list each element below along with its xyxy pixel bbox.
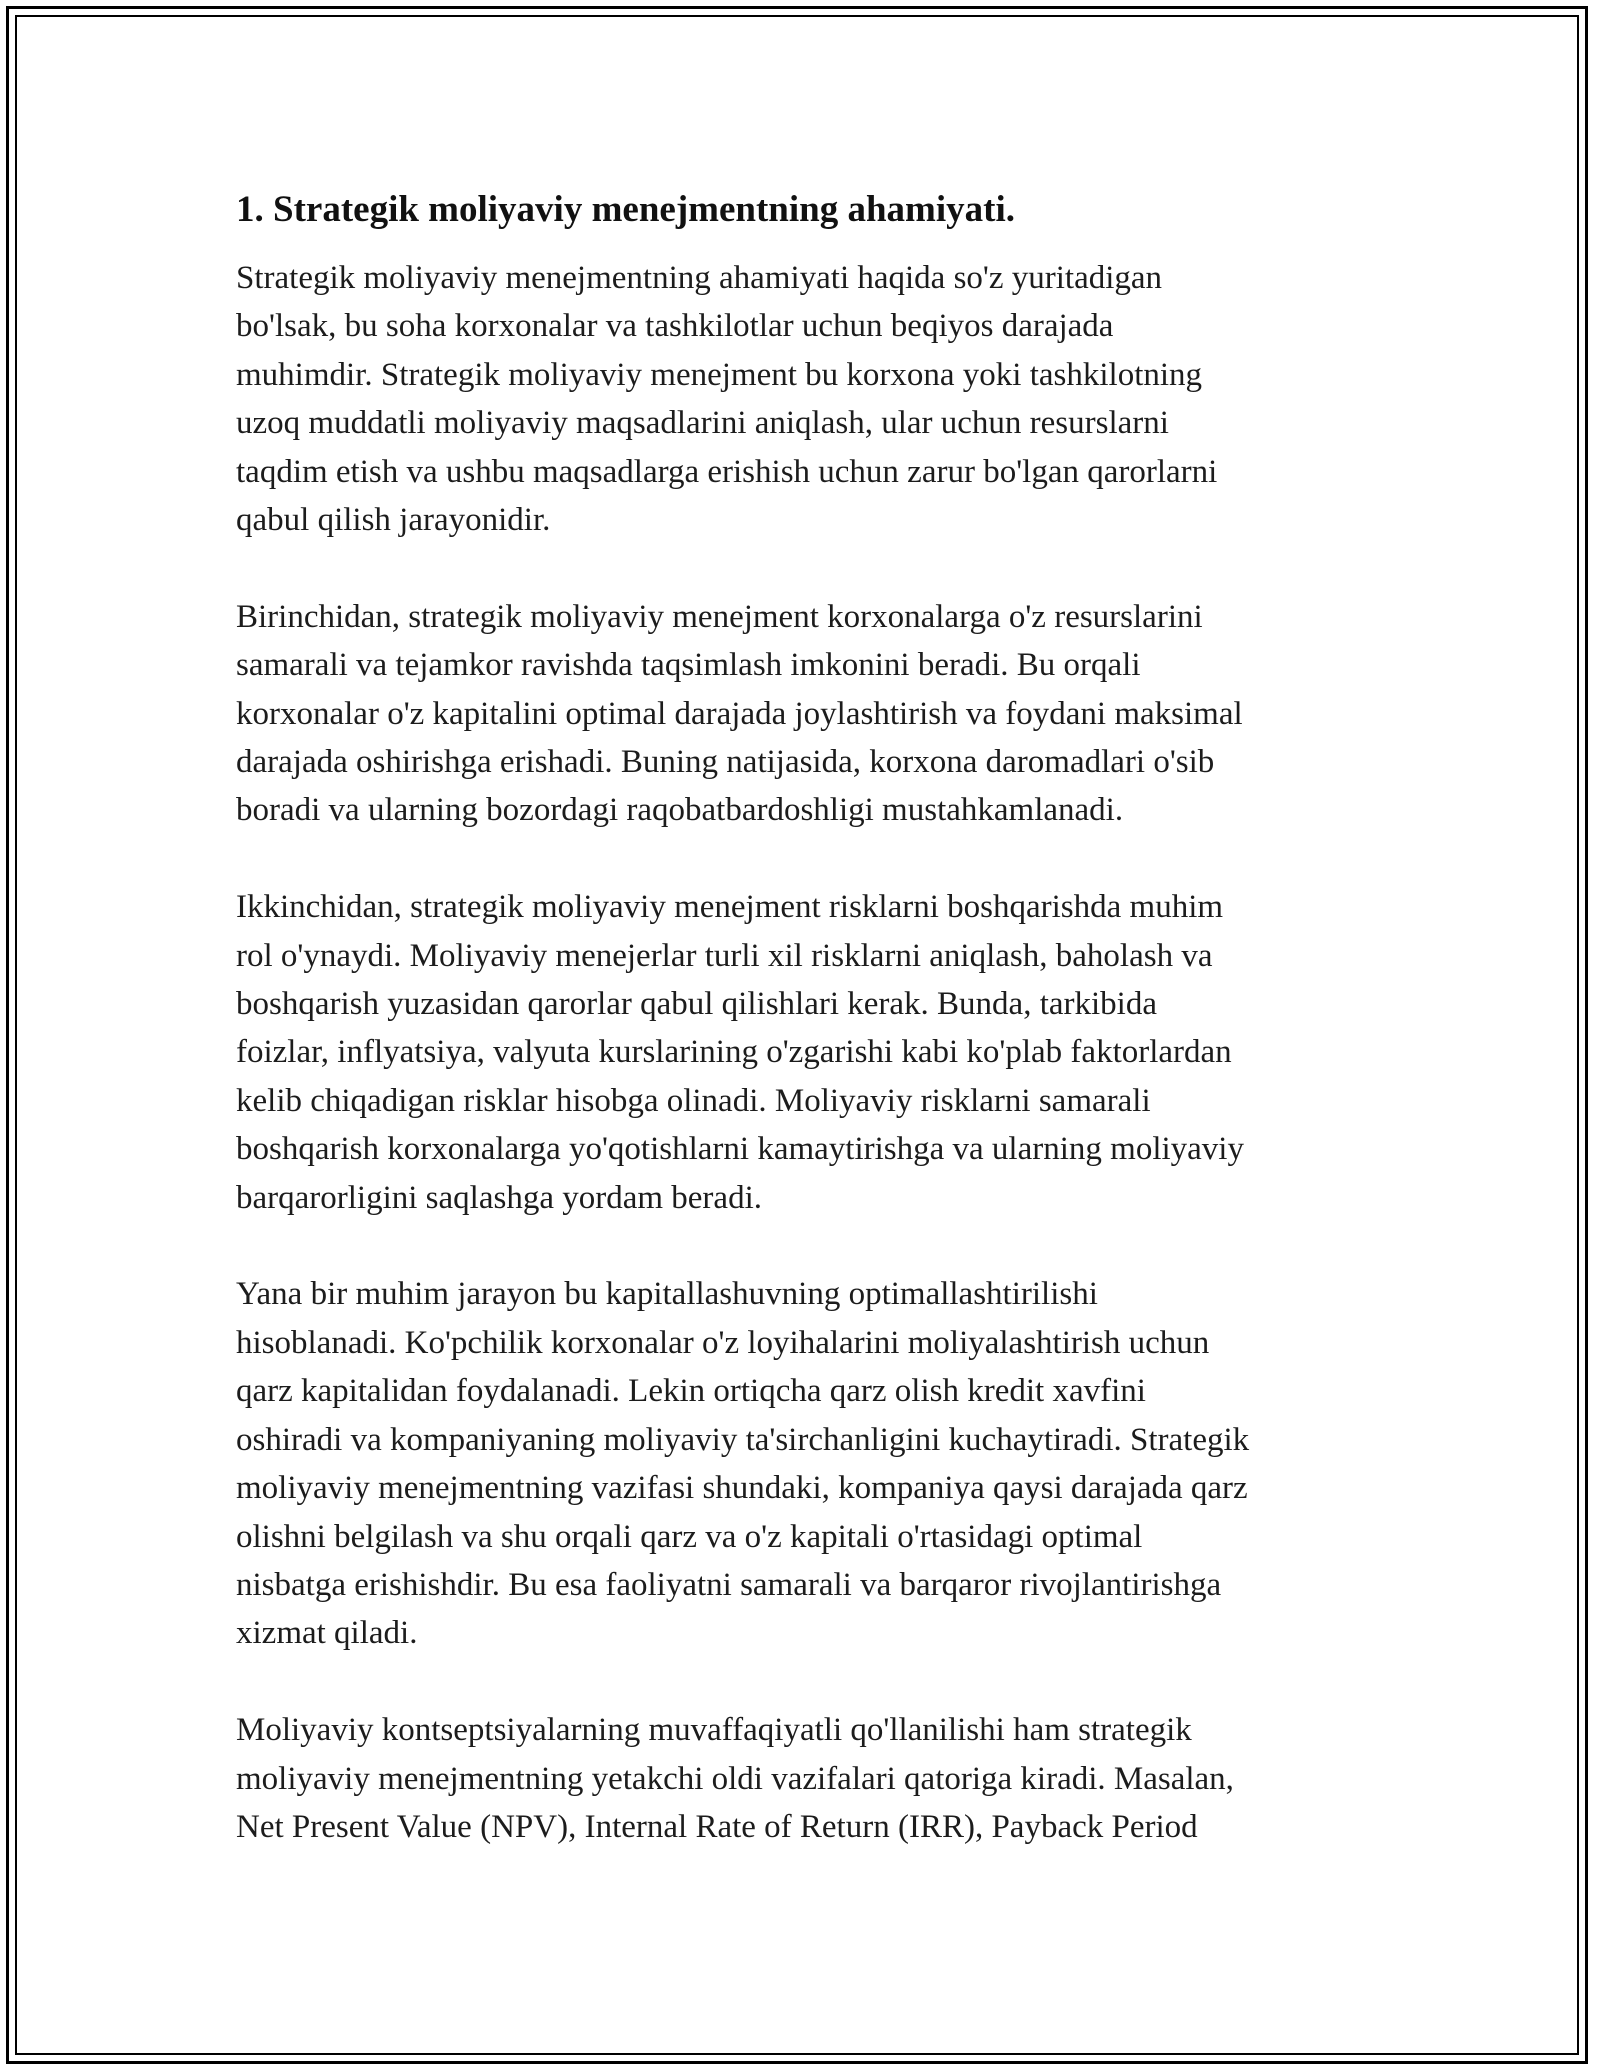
paragraph-second-point: Ikkinchidan, strategik moliyaviy menejment risklarni boshqarishda muhim rol o'ynaydi. Moliyaviy menejerlar turli xil risklarni aniqlash, baholash va boshqarish yuzasidan qarorlar qabul qilishlari kerak. Bunda, tarkibida foizlar, inflyatsiya, valyuta kurslarining o'zgarishi kabi ko'plab faktorlardan kelib chiqadigan risklar hisobga olinadi. Moliyaviy risklarni samarali boshqarish korxonalarga yo'qotishlarni kamaytirishga va ularning moliyaviy barqarorligini saqlashga yordam beradi.	[236, 889, 1244, 1216]
section-heading: 1. Strategik moliyaviy menejmentning ahamiyati.	[236, 189, 1016, 230]
paragraph-first-point: Birinchidan, strategik moliyaviy menejment korxonalarga o'z resurslarini samarali va tejamkor ravishda taqsimlash imkonini beradi. Bu orqali korxonalar o'z kapitalini optimal darajada joylashtirish va foydani maksimal darajada oshirishga erishadi. Buning natijasida, korxona daromadlari o'sib boradi va ularning bozordagi raqobatbardoshligi mustahkamlanadi.	[236, 598, 1243, 829]
paragraph-intro: Strategik moliyaviy menejmentning ahamiyati haqida so'z yuritadigan bo'lsak, bu soha korxonalar va tashkilotlar uchun beqiyos darajada muhimdir. Strategik moliyaviy menejment bu korxona yoki tashkilotning uzoq muddatli moliyaviy maqsadlarini aniqlash, ular uchun resurslarni taqdim etish va ushbu maqsadlarga erishish uchun zarur bo'lgan qarorlarni qabul qilish jarayonidir.	[236, 260, 1218, 539]
document-body	[236, 186, 1396, 1900]
paragraph-financial-concepts: Moliyaviy kontseptsiyalarning muvaffaqiyatli qo'llanilishi ham strategik moliyaviy menejmentning yetakchi oldi vazifalari qatoriga kiradi. Masalan, Net Present Value (NPV), Internal Rate of Return (IRR), Payback Period	[236, 1712, 1234, 1845]
paragraph-capitalization: Yana bir muhim jarayon bu kapitallashuvning optimallashtirilishi hisoblanadi. Ko'pchilik korxonalar o'z loyihalarini moliyalashtirish uchun qarz kapitalidan foydalanadi. Lekin ortiqcha qarz olish kredit xavfini oshiradi va kompaniyaning moliyaviy ta'sirchanligini kuchaytiradi. Strategik moliyaviy menejmentning vazifasi shundaki, kompaniya qaysi darajada qarz olishni belgilash va shu orqali qarz va o'z kapitali o'rtasidagi optimal nisbatga erishishdir. Bu esa faoliyatni samarali va barqaror rivojlantirishga xizmat qiladi.	[236, 1276, 1250, 1652]
